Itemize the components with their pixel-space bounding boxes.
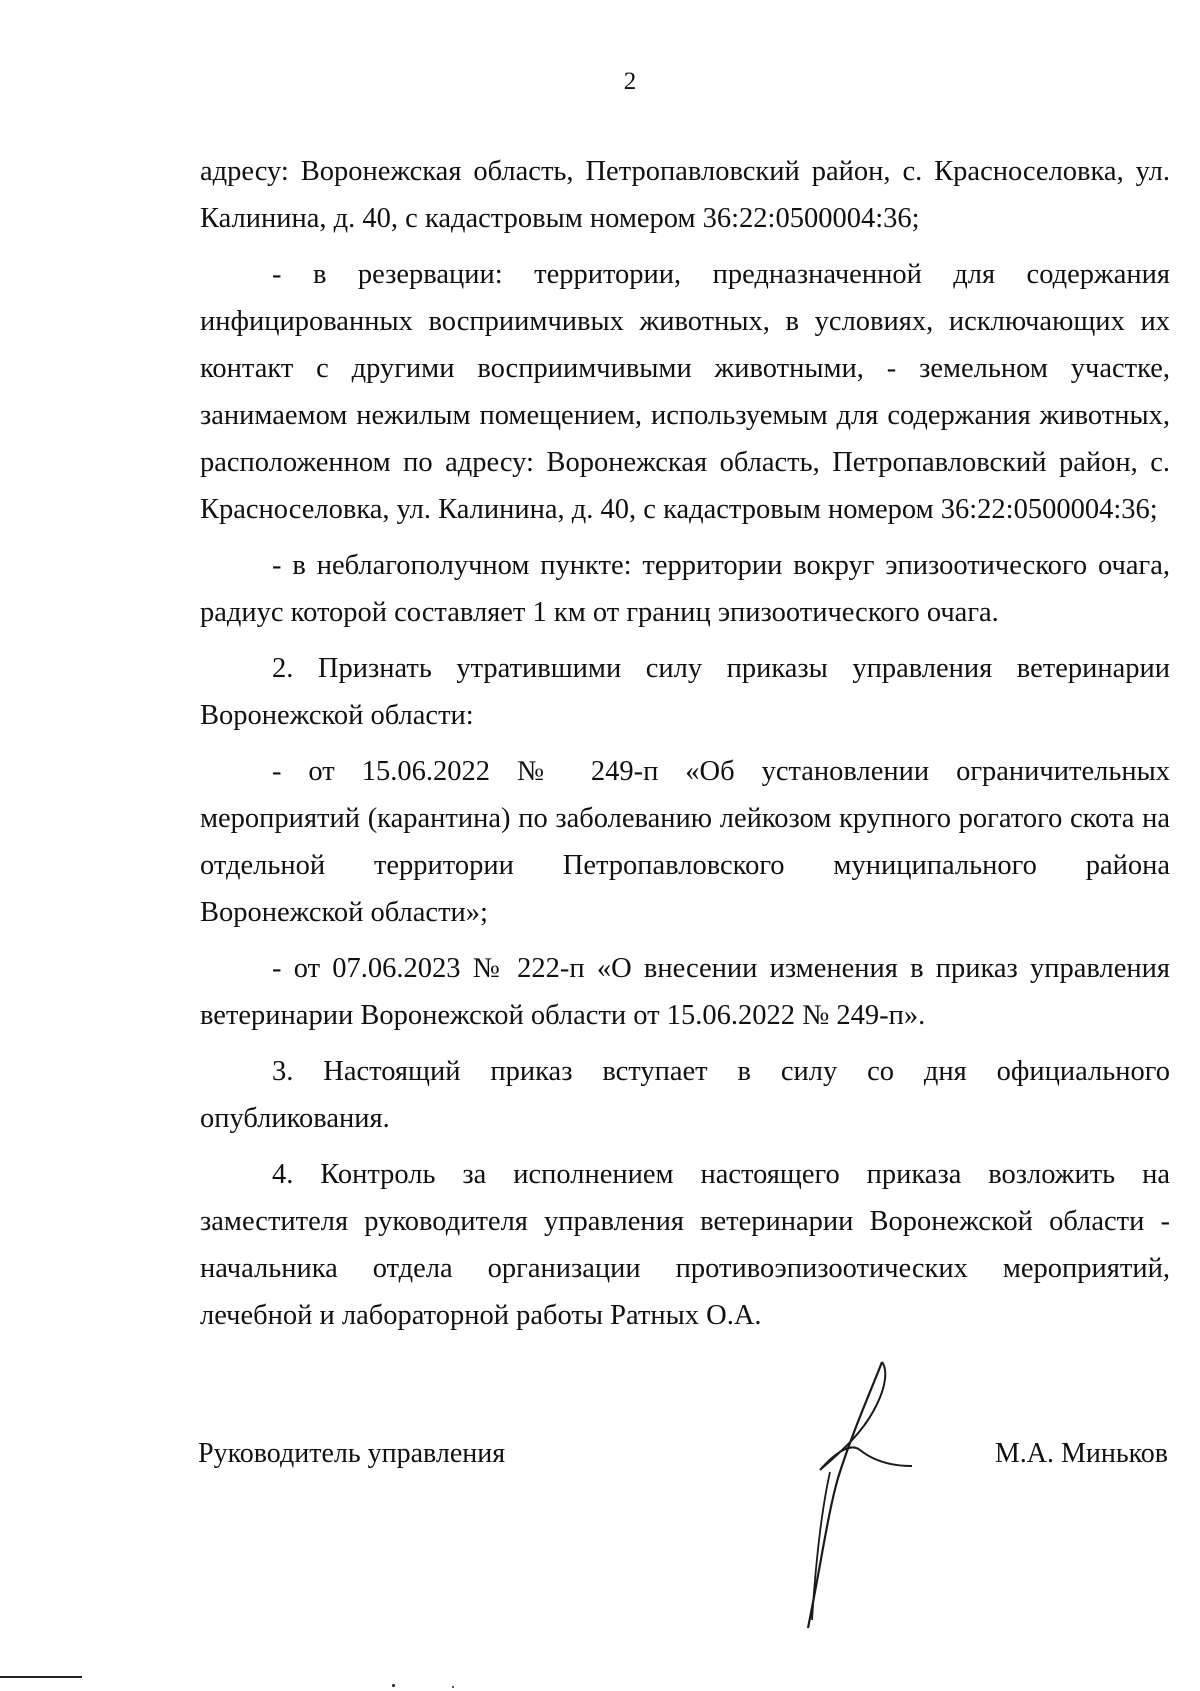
scan-artifact-dot [392, 1684, 395, 1687]
paragraph-order-222: - от 07.06.2023 № 222-п «О внесении изменения в приказ управления ветеринарии Воронежской области от 15.06.2022 № 249-п». [200, 953, 1170, 1031]
page-number: 2 [623, 68, 637, 95]
document-body [200, 148, 1170, 1348]
signature-block [198, 1438, 1168, 1498]
signer-title: Руководитель управления [198, 1438, 506, 1469]
paragraph-reservation: - в резервации: территории, предназначенной для содержания инфицированных восприимчивых животных, в условиях, исключающих их контакт с другими восприимчивыми животными, - земельном участке, занимаемом нежилым помещением, используемым для содержания животных, расположенном по адресу: Воронежская область, Петропавловский район, с. Красноселовка, ул. Калинина, д. 40, с кадастровым номером 36:22:0500004:36; [200, 259, 1170, 525]
paragraph-order-249: - от 15.06.2022 № 249-п «Об установлении ограничительных мероприятий (карантина) по заболеванию лейкозом крупного рогатого скота на отдельной территории Петропавловского муниципального района Воронежской области»; [200, 756, 1170, 928]
handwritten-signature [790, 1358, 930, 1638]
signer-name: М.А. Миньков [994, 1438, 1168, 1469]
paragraph-address-continuation: адресу: Воронежская область, Петропавловский район, с. Красноселовка, ул. Калинина, д. 40, с кадастровым номером 36:22:0500004:36; [200, 156, 1170, 234]
paragraph-item-3: 3. Настоящий приказ вступает в силу со дня официального опубликования. [200, 1056, 1170, 1134]
scan-artifact-dot [452, 1686, 454, 1688]
paragraph-unfavorable-point: - в неблагополучном пункте: территории вокруг эпизоотического очага, радиус которой составляет 1 км от границ эпизоотического очага. [200, 550, 1170, 628]
paragraph-item-2: 2. Признать утратившими силу приказы управления ветеринарии Воронежской области: [200, 653, 1170, 731]
paragraph-item-4: 4. Контроль за исполнением настоящего приказа возложить на заместителя руководителя управления ветеринарии Воронежской области - начальника отдела организации противоэпизоотических мероприятий, лечебной и лабораторной работы Ратных О.А. [200, 1159, 1170, 1331]
scan-artifact-line [0, 1676, 82, 1678]
